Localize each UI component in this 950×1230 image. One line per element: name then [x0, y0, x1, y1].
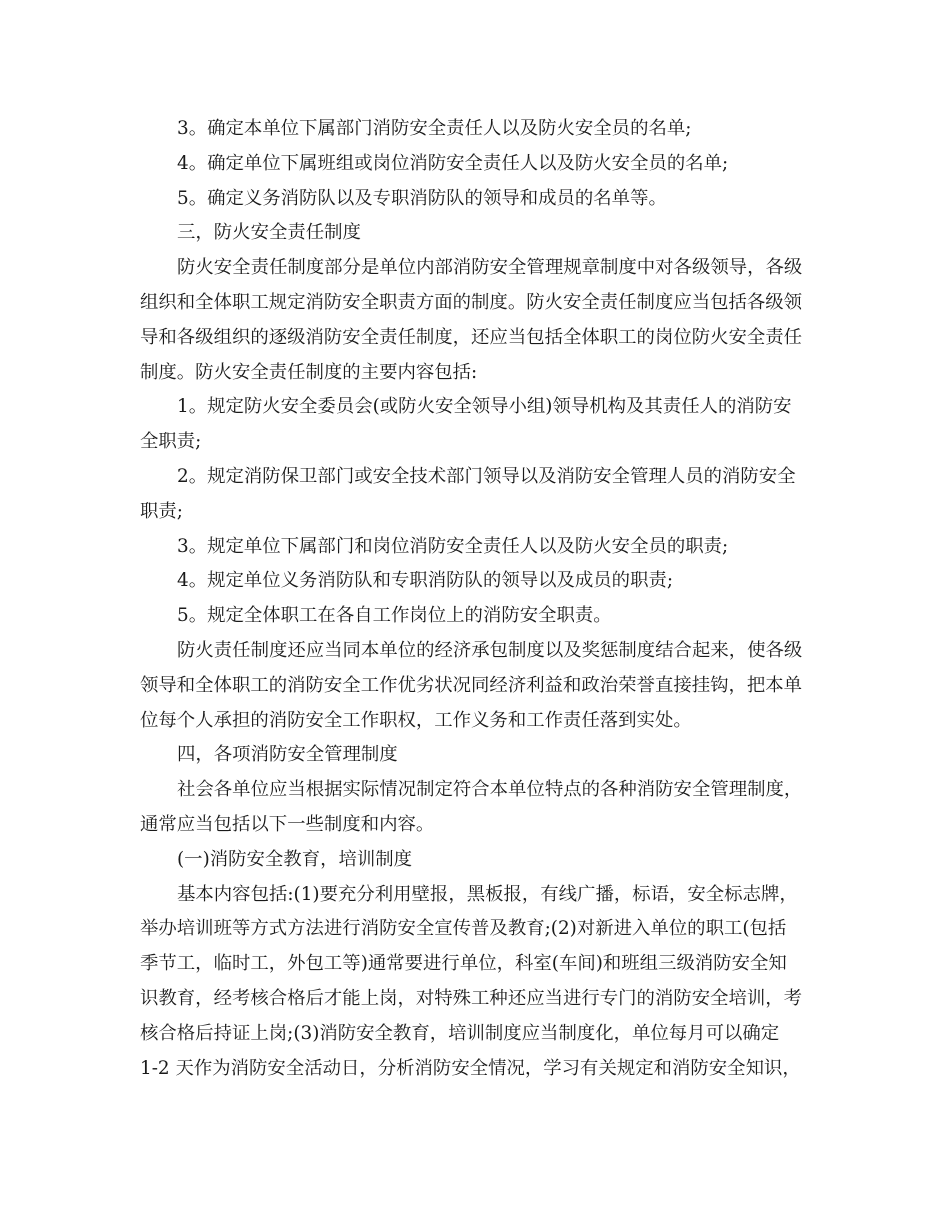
text-line: 导和各级组织的逐级消防安全责任制度，还应当包括全体职工的岗位防火安全责任 [140, 326, 803, 348]
section-heading: 四，各项消防安全管理制度 [177, 744, 398, 766]
text-line: 领导和全体职工的消防安全工作优劣状况同经济利益和政治荣誉直接挂钩，把本单 [140, 674, 803, 696]
text-line: 职责; [140, 500, 183, 522]
subsection-heading: (一)消防安全教育，培训制度 [177, 848, 413, 870]
text-line: 5。规定全体职工在各自工作岗位上的消防安全职责。 [177, 605, 612, 627]
text-line: 1-2 天作为消防安全活动日，分析消防安全情况，学习有关规定和消防安全知识， [140, 1057, 801, 1079]
text-line: 3。确定本单位下属部门消防安全责任人以及防火安全员的名单; [177, 118, 692, 139]
text-line: 核合格后持证上岗;(3)消防安全教育，培训制度应当制度化，单位每月可以确定 [140, 1022, 780, 1044]
text-line: 通常应当包括以下一些制度和内容。 [140, 813, 435, 835]
text-line: 举办培训班等方式方法进行消防安全宣传普及教育;(2)对新进入单位的职工(包括 [140, 918, 787, 940]
document-body [140, 112, 812, 1086]
text-line: 4。确定单位下属班组或岗位消防安全责任人以及防火安全员的名单; [177, 152, 729, 174]
text-line: 识教育，经考核合格后才能上岗，对特殊工种还应当进行专门的消防安全培训，考 [140, 987, 803, 1009]
text-line: 2。规定消防保卫部门或安全技术部门领导以及消防安全管理人员的消防安全 [177, 465, 796, 487]
text-line: 防火安全责任制度部分是单位内部消防安全管理规章制度中对各级领导，各级 [177, 257, 803, 279]
text-line: 1。规定防火安全委员会(或防火安全领导小组)领导机构及其责任人的消防安 [177, 396, 792, 418]
text-line: 制度。防火安全责任制度的主要内容包括: [140, 361, 478, 383]
text-line: 季节工，临时工，外包工等)通常要进行单位，科室(车间)和班组三级消防安全知 [140, 953, 787, 975]
text-line: 位每个人承担的消防安全工作职权，工作义务和工作责任落到实处。 [140, 709, 692, 731]
section-heading: 三，防火安全责任制度 [177, 222, 361, 244]
text-line: 防火责任制度还应当同本单位的经济承包制度以及奖惩制度结合起来，使各级 [177, 639, 803, 661]
text-line: 组织和全体职工规定消防安全职责方面的制度。防火安全责任制度应当包括各级领 [140, 291, 803, 313]
text-line: 3。规定单位下属部门和岗位消防安全责任人以及防火安全员的职责; [177, 535, 729, 557]
text-line: 基本内容包括:(1)要充分利用壁报，黑板报，有线广播，标语，安全标志牌， [177, 883, 798, 905]
text-line: 社会各单位应当根据实际情况制定符合本单位特点的各种消防安全管理制度， [177, 779, 803, 801]
text-line: 4。规定单位义务消防队和专职消防队的领导以及成员的职责; [177, 570, 674, 592]
text-line: 全职责; [140, 431, 202, 453]
text-line: 5。确定义务消防队以及专职消防队的领导和成员的名单等。 [177, 187, 667, 209]
